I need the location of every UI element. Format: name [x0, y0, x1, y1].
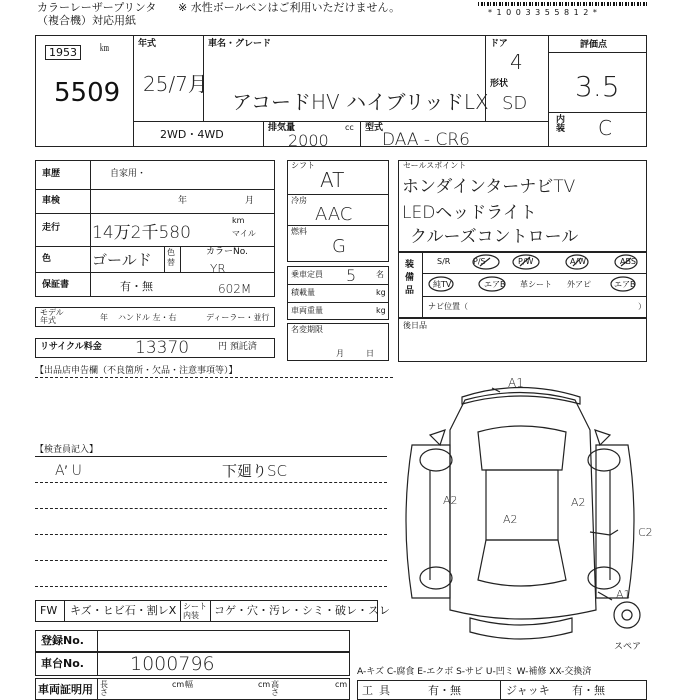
mileage-value: 14万2千580 [92, 223, 191, 243]
year-label: 年式 [138, 39, 157, 49]
recycle-unit: 円 預託済 [218, 342, 257, 352]
equip-airbag: エアB [484, 280, 506, 289]
navi-close: ） [638, 302, 646, 311]
weight-unit: kg [376, 306, 386, 315]
displacement-value: 2000 [288, 131, 329, 150]
dealer-options: ディーラー・並行 [206, 313, 270, 322]
damage-a1-bottom: A1 [616, 588, 631, 601]
spare-label: スペア [614, 642, 642, 652]
equip-leather: 革シート [520, 280, 552, 289]
fw-items: キズ・ヒビ石・割レX [70, 604, 177, 617]
sales-label: セールスポイント [403, 161, 467, 170]
score-value: 3.5 [575, 70, 620, 103]
chassis-value: 1000796 [130, 653, 215, 675]
recycle-label: リサイクル料金 [40, 342, 102, 352]
drive-label: 2WD・4WD [160, 128, 224, 141]
color-no-value: YR [210, 262, 226, 276]
lot-prefix: 1953 [45, 45, 81, 60]
inspector-note2: 下廻りSC [222, 462, 287, 480]
seat-label: シート 内装 [183, 602, 207, 620]
inspection-month-unit: 月 [245, 196, 255, 206]
cert-unit2: cm [258, 680, 271, 689]
history-label: 車歴 [42, 169, 61, 179]
fuel-label: 燃料 [291, 227, 307, 236]
model-year-unit: 年 [100, 313, 108, 322]
damage-a2-right: A2 [571, 496, 586, 509]
equip-sr: S/R [437, 257, 451, 266]
handle-options: ハンドル 左・右 [118, 313, 177, 322]
shape-value: SD [502, 93, 528, 114]
carname-label: 車名・グレード [208, 39, 272, 49]
inspection-year-unit: 年 [178, 196, 188, 206]
history-options: 自家用・ [110, 169, 147, 179]
rear-label: 後日品 [403, 321, 427, 330]
model-year-label: モデル 年式 [40, 308, 64, 325]
equip-pw: P/W [518, 257, 534, 266]
damage-a2-center: A2 [503, 513, 518, 526]
cert-width: 幅 [185, 680, 193, 689]
carname-value: アコードHV ハイブリッドLX [232, 90, 489, 114]
navi-label: ナビ位置（ [428, 302, 468, 311]
equip-tv: 純TV [433, 280, 452, 289]
color-label: 色 [42, 254, 52, 264]
mileage-unit-mile: マイル [232, 229, 256, 238]
cert-length: 長さ [100, 680, 108, 697]
equip-aw: A/W [570, 257, 587, 266]
shape-label: 形状 [490, 79, 509, 89]
lot-number: 5509 [54, 78, 121, 108]
cert-label: 車両証明用 [38, 683, 93, 696]
interior-value: C [598, 116, 612, 140]
chassis-label: 車台No. [41, 657, 84, 670]
damage-a1-top: A1 [508, 376, 524, 390]
jack-label: ジャッキ [506, 684, 550, 697]
capacity-unit: 名 [376, 270, 384, 279]
load-label: 積載量 [291, 288, 315, 297]
equip-ext: 外アピ [567, 280, 591, 289]
tools-options: 有・無 [428, 684, 461, 697]
mileage-unit-km: km [232, 216, 245, 225]
color-no-value2: 602M [218, 282, 252, 296]
sales-line1: ホンダインターナビTV [402, 177, 576, 197]
equipment-label: 装備品 [405, 260, 415, 296]
mileage-label: 走行 [42, 223, 61, 233]
capacity-value: 5 [346, 266, 357, 285]
equip-airbag2: エアB [614, 280, 636, 289]
shift-label: シフト [291, 161, 315, 170]
color-change-label: 色替 [167, 248, 175, 267]
weight-label: 車両重量 [291, 306, 323, 315]
warranty-label: 保証書 [42, 280, 70, 290]
sales-line2: LEDヘッドライト [402, 203, 537, 223]
damage-c2: C2 [638, 526, 653, 539]
ac-label: 冷房 [291, 196, 307, 205]
warranty-options: 有・無 [120, 280, 153, 293]
equip-ps: P/S [473, 257, 486, 266]
tools-label: 工具 [362, 684, 396, 697]
paper-note: （複合機）対応用紙 [37, 14, 136, 27]
recycle-value: 13370 [135, 338, 190, 358]
seller-notes-label: 【出品店申告欄（不良箇所・欠品・注意事項等）】 [35, 366, 238, 376]
equip-abs: ABS [620, 257, 636, 266]
fw-label: FW [40, 604, 58, 617]
capacity-label: 乗車定員 [291, 270, 323, 279]
score-label: 評価点 [580, 40, 608, 50]
pen-notice: ※ 水性ボールペンはご利用いただけません。 [178, 1, 401, 14]
inspector-label: 【検査員記入】 [35, 445, 99, 455]
damage-legend: A-キズ C-腐食 E-エクボ S-サビ U-凹ミ W-補修 XX-交換済 [357, 667, 592, 677]
cert-unit1: cm [172, 680, 185, 689]
inspection-label: 車検 [42, 196, 61, 206]
load-unit: kg [376, 288, 386, 297]
fuel-value: G [332, 236, 346, 257]
cert-height: 高さ [271, 680, 279, 697]
expiry-unit: 月日 [336, 349, 396, 358]
door-label: ドア [490, 39, 508, 49]
displacement-label: 排気量 [268, 123, 296, 133]
barcode-number: * 1 0 0 3 3 5 5 8 1 2 * [488, 8, 598, 17]
registration-label: 登録No. [41, 634, 84, 647]
cert-unit3: cm [335, 680, 348, 689]
model-label: 型式 [365, 123, 384, 133]
seat-items: コゲ・穴・汚レ・シミ・破レ・スレ [214, 604, 390, 617]
printer-note: カラーレーザープリンタ [37, 1, 157, 14]
door-value: 4 [510, 50, 523, 74]
color-value: ゴールド [92, 251, 152, 269]
year-value: 25/7月 [143, 72, 208, 96]
ac-value: AAC [315, 204, 353, 225]
sales-line3: クルーズコントロール [410, 227, 579, 247]
shift-value: AT [320, 168, 345, 192]
displacement-unit: cc [345, 123, 354, 132]
damage-a2-left: A2 [443, 494, 458, 507]
model-value: DAA - CR6 [382, 130, 470, 150]
lot-suffix: ㎞ [100, 44, 110, 54]
interior-label: 内装 [556, 115, 566, 134]
inspector-note1: A′ U [55, 463, 82, 479]
jack-options: 有・無 [572, 684, 605, 697]
expiry-label: 名変期限 [291, 325, 323, 334]
color-no-label: カラーNo. [206, 247, 248, 257]
